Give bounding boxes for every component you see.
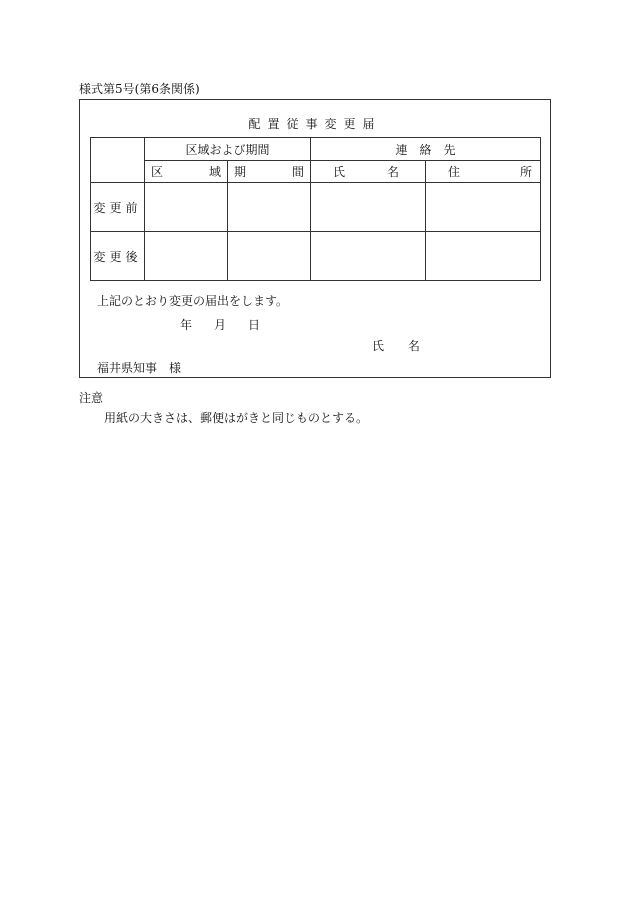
table-corner-cell (91, 138, 145, 183)
addressee-honorific: 様 (169, 361, 182, 375)
addressee-title: 福井県知事 (97, 361, 158, 375)
declaration-statement: 上記のとおり変更の届出をします。 (97, 294, 289, 308)
cell-after-period[interactable] (228, 232, 311, 281)
submission-date (180, 316, 260, 333)
date-day-label: 日 (248, 318, 261, 332)
cell-after-address[interactable] (426, 232, 541, 281)
applicant-name-label: 氏 名 (372, 339, 430, 353)
notes-text: 用紙の大きさは、郵便はがきと同じものとする。 (104, 411, 369, 425)
cell-before-name[interactable] (311, 183, 426, 232)
document-title: 配置従事変更届 (248, 117, 382, 131)
notes-heading: 注意 (79, 391, 104, 405)
cell-before-area[interactable] (145, 183, 228, 232)
header-period: 期 間 (228, 161, 311, 183)
header-contact: 連 絡 先 (311, 138, 541, 161)
cell-after-name[interactable] (311, 232, 426, 281)
date-year-label: 年 (180, 318, 193, 332)
cell-after-area[interactable] (145, 232, 228, 281)
row-label-after: 変更後 (91, 232, 145, 281)
date-month-label: 月 (214, 318, 227, 332)
change-details-table (90, 137, 541, 281)
table-header-row-group (91, 138, 541, 161)
form-number-label: 様式第5号(第6条関係) (79, 82, 200, 96)
header-name: 氏 名 (311, 161, 426, 183)
cell-before-period[interactable] (228, 183, 311, 232)
table-header-row-columns (91, 161, 541, 183)
cell-before-address[interactable] (426, 183, 541, 232)
row-label-before: 変更前 (91, 183, 145, 232)
addressee (97, 359, 181, 376)
notification-form-frame (79, 99, 551, 378)
table-row-after (91, 232, 541, 281)
header-address: 住 所 (426, 161, 541, 183)
table-row-before (91, 183, 541, 232)
header-area: 区 域 (145, 161, 228, 183)
header-area-period: 区域および期間 (145, 138, 311, 161)
